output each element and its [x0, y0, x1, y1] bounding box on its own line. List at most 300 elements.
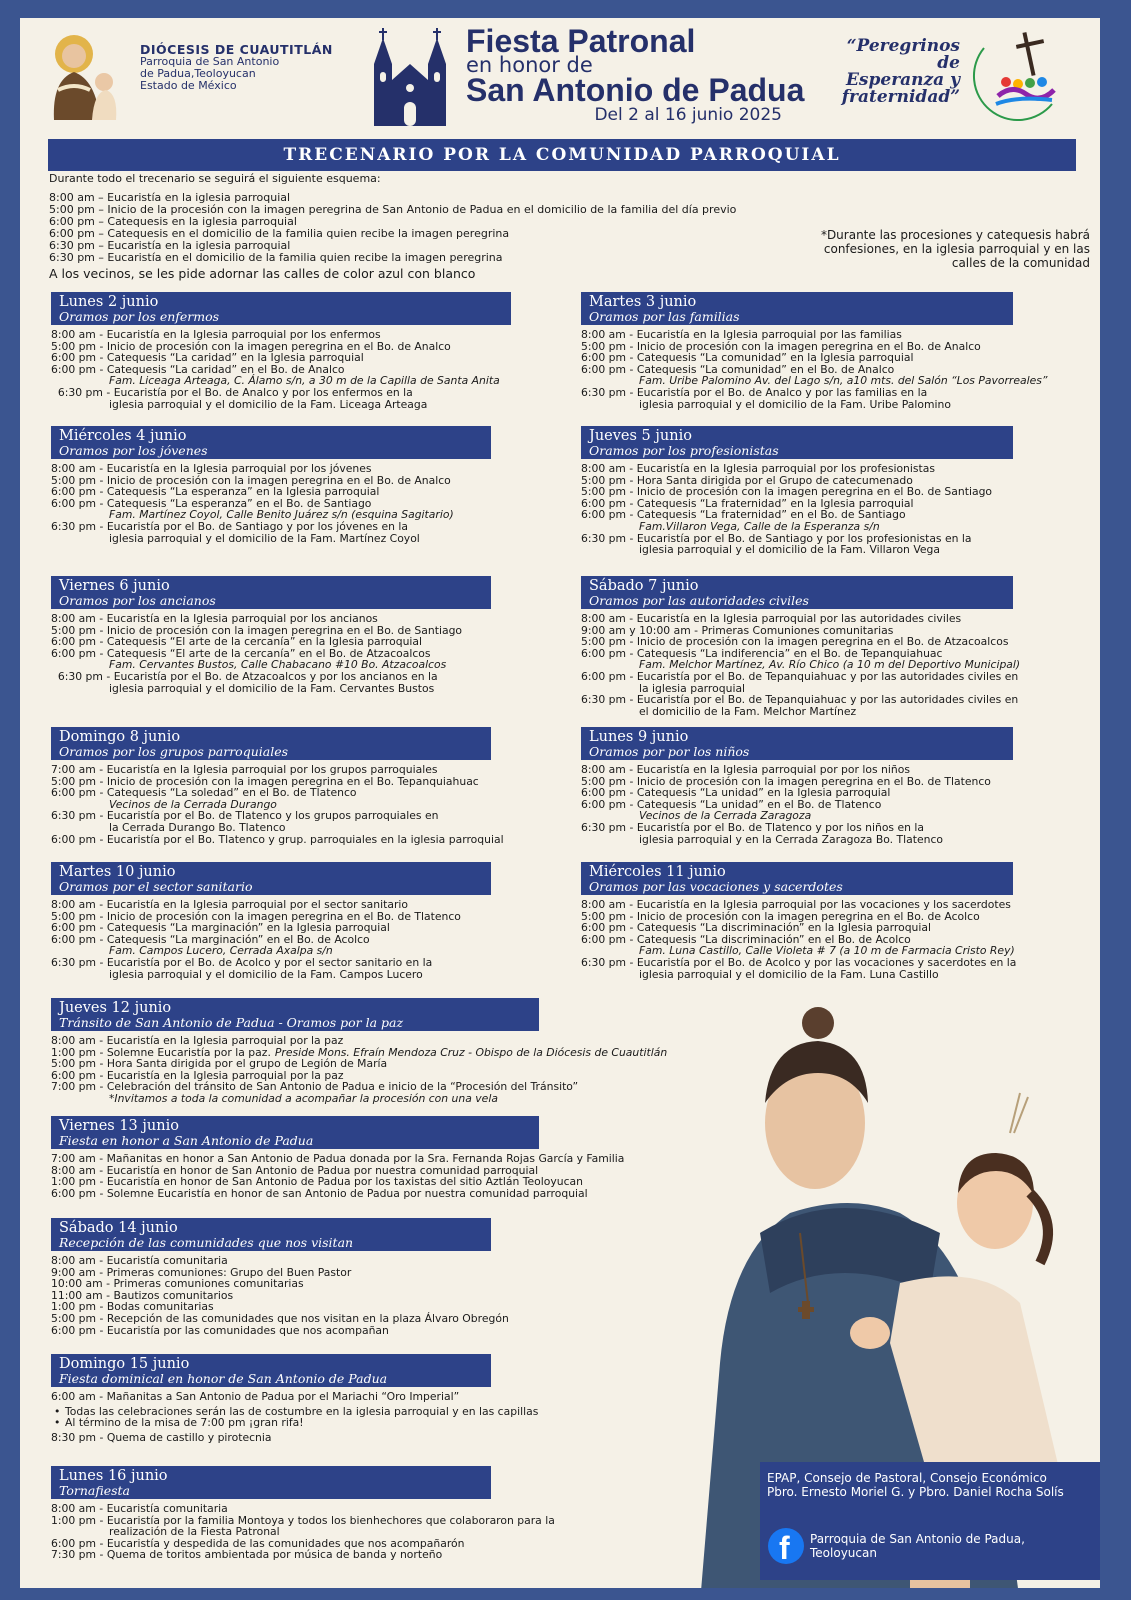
- schedule-text: Inicio de procesión con la imagen peregrina en el Bo. de Analco: [636, 339, 981, 353]
- schedule-item: 5:00 pm - Inicio de procesión con la imagen peregrina en el Bo. de Analco: [51, 339, 451, 353]
- schedule-time: 6:00 pm: [51, 646, 97, 660]
- schedule-time: 1:00 pm: [51, 1300, 97, 1314]
- note-line: calles de la comunidad: [951, 256, 1090, 270]
- day-date: Domingo 15 junio: [59, 1356, 190, 1372]
- schedule-text: Eucaristía por el Bo. de Atzacoalcos y por los ancianos en la: [113, 669, 438, 683]
- schedule-item: 6:30 pm - Eucaristía por el Bo. de Santiago y por los jóvenes en la: [51, 519, 408, 533]
- schedule-item: 7:00 am - Mañanitas en honor a San Antonio de Padua donada por la Sra. Fernanda Rojas García y Familia: [51, 1152, 625, 1165]
- day-date: Miércoles 11 junio: [589, 864, 726, 880]
- day-schedule: [581, 613, 1020, 717]
- schedule-item: 5:00 pm - Inicio de procesión con la imagen peregrina en el Bo. de Tlatenco: [581, 774, 991, 788]
- day-date: Viernes 6 junio: [59, 578, 170, 594]
- intro-item: 6:30 pm – Eucaristía en la iglesia parroquial: [49, 239, 291, 252]
- schedule-item: 6:00 am - Mañanitas a San Antonio de Padua por el Mariachi “Oro Imperial”: [51, 1390, 460, 1403]
- schedule-time: 6:00 pm: [51, 351, 97, 365]
- day-schedule: [51, 1503, 555, 1561]
- presider-text: Preside Mons. Efraín Mendoza Cruz - Obispo de la Diócesis de Cuautitlán: [274, 1045, 668, 1059]
- day-schedule: [51, 1153, 624, 1199]
- day-intention: Tornafiesta: [59, 1483, 130, 1498]
- schedule-time: 8:00 am: [581, 612, 626, 625]
- schedule-text: Eucaristía en la Iglesia parroquial por los enfermos: [106, 328, 381, 341]
- day-date: Lunes 9 junio: [589, 729, 689, 745]
- day-header: [581, 727, 1013, 760]
- header: [20, 18, 1100, 138]
- schedule-text: Inicio de procesión con la imagen peregrina en el Bo. Tepanquiahuac: [106, 774, 479, 788]
- schedule-item: 6:00 pm - Catequesis “La marginación” en la Iglesia parroquial: [51, 921, 390, 935]
- schedule-item: 8:00 am - Eucaristía en la Iglesia parroquial por los jóvenes: [51, 462, 372, 475]
- schedule-text: Catequesis “La fraternidad” en el Bo. de Santiago: [636, 508, 906, 522]
- schedule-item: 5:00 pm - Inicio de procesión con la imagen peregrina en el Bo. de Acolco: [581, 909, 980, 923]
- day-intention: Oramos por los enfermos: [59, 309, 220, 324]
- day-section: [581, 292, 1047, 410]
- schedule-text: Mañanitas a San Antonio de Padua por el Mariachi “Oro Imperial”: [106, 1390, 460, 1403]
- host-family-line: Fam.Villaron Vega, Calle de la Esperanza s/n: [639, 519, 880, 533]
- schedule-time: 9:00 am y 10:00 am: [581, 623, 691, 637]
- schedule-time: 6:00 pm: [581, 797, 627, 811]
- schedule-text: Eucaristía en la Iglesia parroquial por los jóvenes: [106, 462, 372, 475]
- schedule-item: 6:00 pm - Catequesis “La marginación” en el Bo. de Acolco: [51, 932, 370, 946]
- schedule-item: 5:00 pm - Inicio de procesión con la imagen peregrina en el Bo. de Analco: [51, 473, 451, 487]
- schedule-item: 8:00 am - Eucaristía en la Iglesia parroquial por los enfermos: [51, 328, 381, 341]
- facebook-line: Parroquia de San Antonio de Padua,: [810, 1532, 1025, 1546]
- schedule-item: 1:00 pm - Solemne Eucaristía por la paz. Preside Mons. Efraín Mendoza Cruz - Obispo de la Diócesis de Cuautitlán: [51, 1045, 668, 1059]
- schedule-time: 6:30 pm: [51, 385, 103, 399]
- day-section: [51, 576, 491, 694]
- host-family-line: Fam. Campos Lucero, Cerrada Axalpa s/n: [109, 944, 333, 958]
- schedule-continuation: el domicilio de la Fam. Melchor Martínez: [639, 704, 857, 718]
- day-section: [51, 998, 667, 1105]
- motto-line: Esperanza y: [845, 70, 960, 90]
- schedule-item: 9:00 am y 10:00 am - Primeras Comuniones comunitarias: [581, 623, 894, 637]
- schedule-time: 7:00 am: [51, 763, 96, 776]
- schedule-item: 6:30 pm - Eucaristía por el Bo. de Analco y por los enfermos en la: [51, 385, 413, 399]
- schedule-time: 5:00 pm: [581, 774, 627, 788]
- diocese-name: DIÓCESIS DE CUAUTITLÁN: [140, 42, 333, 57]
- schedule-item: 10:00 am - Primeras comuniones comunitarias: [51, 1277, 304, 1291]
- note-line: confesiones, en la iglesia parroquial y en las: [823, 242, 1090, 256]
- schedule-time: 7:00 pm: [51, 1080, 97, 1094]
- schedule-time: 8:30 pm: [51, 1430, 97, 1444]
- day-schedule: [581, 764, 1013, 845]
- schedule-item: 8:00 am - Eucaristía en la Iglesia parroquial por las familias: [581, 328, 902, 341]
- schedule-item: 6:00 pm - Catequesis “La unidad” en el Bo. de Tlatenco: [581, 797, 882, 811]
- schedule-time: 8:00 am: [581, 898, 626, 911]
- schedule-continuation: iglesia parroquial y el domicilio de la Fam. Luna Castillo: [639, 967, 939, 981]
- schedule-item: 6:00 pm - Catequesis “El arte de la cercanía” en la Iglesia parroquial: [51, 635, 423, 649]
- day-date: Jueves 5 junio: [589, 428, 692, 444]
- schedule-item: 6:00 pm - Catequesis “La fraternidad” en la Iglesia parroquial: [581, 496, 914, 510]
- day-intention: Oramos por los jóvenes: [59, 443, 208, 458]
- schedule-text: Celebración del tránsito de San Antonio de Padua e inicio de la “Procesión del Tránsito”: [106, 1080, 579, 1094]
- schedule-text: Inicio de procesión con la imagen peregrina en el Bo. de Santiago: [636, 485, 993, 499]
- host-family-line: Vecinos de la Cerrada Durango: [109, 797, 277, 811]
- day-intention: Oramos por por los niños: [589, 744, 750, 759]
- schedule-continuation: iglesia parroquial y en la Cerrada Zaragoza Bo. Tlatenco: [639, 832, 944, 846]
- schedule-text: Catequesis “La fraternidad” en la Iglesia parroquial: [636, 496, 914, 510]
- schedule-item: 7:00 pm - Celebración del tránsito de San Antonio de Padua e inicio de la “Procesión del Tránsito”: [51, 1080, 579, 1094]
- schedule-text: Eucaristía comunitaria: [106, 1254, 228, 1267]
- day-schedule: [581, 329, 1047, 410]
- schedule-item: 5:00 pm - Hora Santa dirigida por el Grupo de catecumenado: [581, 473, 913, 487]
- schedule-text: Catequesis “El arte de la cercanía” en el Bo. de Atzacoalcos: [106, 646, 431, 660]
- day-intention: Oramos por los grupos parroquiales: [59, 744, 289, 759]
- schedule-text: Eucaristía y despedida de las comunidades que nos acompañarón: [106, 1536, 465, 1550]
- schedule-text: Eucaristía por el Bo. de Tepanquiahuac y por las autoridades civiles en: [636, 669, 1019, 683]
- schedule-time: 7:30 pm: [51, 1548, 97, 1562]
- jubilee-2025-logo: [966, 26, 1066, 126]
- schedule-time: 6:30 pm: [51, 519, 97, 533]
- schedule-time: 8:00 am: [581, 328, 626, 341]
- day-schedule: [51, 1255, 509, 1336]
- motto-line: fraternidad”: [841, 87, 960, 107]
- schedule-item: 6:30 pm - Eucaristía por el Bo. de Analco y por las familias en la: [581, 385, 928, 399]
- schedule-text: Eucaristía en la Iglesia parroquial por por los niños: [636, 763, 910, 776]
- schedule-time: 6:00 pm: [51, 1186, 97, 1200]
- day-intention: Fiesta en honor a San Antonio de Padua: [59, 1133, 314, 1148]
- schedule-text: Quema de toritos ambientada por música de banda y norteño: [106, 1548, 443, 1562]
- schedule-item: 6:00 pm - Catequesis “La unidad” en la Iglesia parroquial: [581, 786, 891, 800]
- schedule-text: Inicio de procesión con la imagen peregrina en el Bo. de Atzacoalcos: [636, 635, 1009, 649]
- schedule-item: 5:00 pm - Inicio de procesión con la imagen peregrina en el Bo. de Analco: [581, 339, 981, 353]
- day-schedule: [51, 1035, 667, 1105]
- schedule-item: 7:00 am - Eucaristía en la Iglesia parroquial por los grupos parroquiales: [51, 763, 438, 776]
- schedule-time: 6:30 pm: [581, 385, 627, 399]
- schedule-text: Eucaristía en la Iglesia parroquial por las familias: [636, 328, 902, 341]
- event-dates: Del 2 al 16 junio 2025: [594, 105, 782, 125]
- schedule-time: 6:30 pm: [51, 669, 103, 683]
- schedule-time: 5:00 pm: [51, 1311, 97, 1325]
- schedule-time: 8:00 am: [581, 763, 626, 776]
- day-schedule: [51, 764, 504, 845]
- schedule-time: 8:00 am: [51, 1163, 96, 1177]
- schedule-text: Eucaristía por la familia Montoya y todos los bienhechores que colaboraron para la: [106, 1513, 555, 1527]
- facebook-page-name[interactable]: [810, 1532, 1025, 1560]
- schedule-item: 8:00 am - Eucaristía en la Iglesia parroquial por las vocaciones y los sacerdotes: [581, 898, 1011, 911]
- title-line-3: San Antonio de Padua: [466, 72, 805, 108]
- day-section: [51, 292, 511, 410]
- schedule-item: 6:00 pm - Catequesis “El arte de la cercanía” en el Bo. de Atzacoalcos: [51, 646, 431, 660]
- schedule-time: 6:00 pm: [581, 646, 627, 660]
- schedule-item: 6:00 pm - Catequesis “La comunidad” en la Iglesia parroquial: [581, 351, 914, 365]
- schedule-time: 5:00 pm: [581, 485, 627, 499]
- day-date: Lunes 16 junio: [59, 1468, 168, 1484]
- schedule-text: Eucaristía comunitaria: [106, 1502, 228, 1515]
- bullet-list: [51, 1406, 538, 1429]
- schedule-item: 8:00 am - Eucaristía en la Iglesia parroquial por la paz: [51, 1034, 344, 1047]
- schedule-text: Primeras comuniones comunitarias: [113, 1277, 304, 1291]
- schedule-item: 6:00 pm - Catequesis “La indiferencia” en el Bo. de Tepanquiahuac: [581, 646, 943, 660]
- schedule-item: 6:30 pm - Eucaristía por el Bo. de Atzacoalcos y por los ancianos en la: [51, 669, 438, 683]
- schedule-item: 11:00 am - Bautizos comunitarios: [51, 1288, 234, 1302]
- schedule-item: 6:00 pm - Catequesis “La caridad” en la Iglesia parroquial: [51, 351, 364, 365]
- schedule-time: 8:00 am: [51, 1034, 96, 1047]
- day-date: Viernes 13 junio: [59, 1118, 179, 1134]
- day-header: [51, 727, 491, 760]
- host-family-line: Fam. Liceaga Arteaga, C. Álamo s/n, a 30 m de la Capilla de Santa Anita: [109, 374, 500, 388]
- diocese-block: [140, 44, 333, 92]
- schedule-item: 7:30 pm - Quema de toritos ambientada por música de banda y norteño: [51, 1548, 443, 1562]
- parish-line: de Padua,Teoloyucan: [140, 67, 256, 80]
- schedule-time: 11:00 am: [51, 1288, 103, 1302]
- schedule-text: Catequesis “La soledad” en el Bo. de Tlatenco: [106, 786, 357, 800]
- schedule-time: 5:00 pm: [581, 339, 627, 353]
- schedule-text: Eucaristía en la Iglesia parroquial por la paz: [106, 1034, 344, 1047]
- schedule-item: 6:30 pm - Eucaristía por el Bo. de Tlatenco y los grupos parroquiales en: [51, 809, 439, 823]
- day-intention: Oramos por las vocaciones y sacerdotes: [589, 879, 843, 894]
- host-family-line: Vecinos de la Cerrada Zaragoza: [639, 809, 812, 823]
- schedule-time: 6:00 pm: [581, 669, 627, 683]
- day-schedule: [51, 463, 491, 544]
- schedule-item: 5:00 pm - Inicio de procesión con la imagen peregrina en el Bo. de Santiago: [581, 485, 993, 499]
- schedule-text: Eucaristía en honor de San Antonio de Padua por nuestra comunidad parroquial: [106, 1163, 539, 1177]
- schedule-item: 6:00 pm - Catequesis “La esperanza” en la Iglesia parroquial: [51, 485, 380, 499]
- day-header: [51, 426, 491, 459]
- day-section: [581, 862, 1016, 980]
- schedule-time: 6:00 pm: [51, 362, 97, 376]
- schedule-text: Catequesis “La comunidad” en el Bo. de Analco: [636, 362, 895, 376]
- schedule-item: 6:30 pm - Eucaristía por el Bo. de Acolco y por las vocaciones y sacerdotes en la: [581, 955, 1017, 969]
- decoration-request: A los vecinos, se les pide adornar las calles de color azul con blanco: [49, 266, 476, 281]
- schedule-item: 6:00 pm - Catequesis “La esperanza” en el Bo. de Santiago: [51, 496, 372, 510]
- schedule-time: 6:30 pm: [581, 531, 627, 545]
- schedule-text: Eucaristía por el Bo. de Analco y por las familias en la: [636, 385, 928, 399]
- schedule-time: 8:00 am: [51, 1502, 96, 1515]
- day-section: [51, 862, 491, 980]
- schedule-text: Bodas comunitarias: [106, 1300, 214, 1314]
- day-header: [51, 1218, 491, 1251]
- schedule-item: 6:30 pm - Eucaristía por el Bo. de Tepanquiahuac y por las autoridades civiles en: [581, 693, 1019, 707]
- schedule-text: Inicio de procesión con la imagen peregrina en el Bo. de Analco: [106, 339, 451, 353]
- day-header: [581, 426, 1013, 459]
- note-line: *Durante las procesiones y catequesis habrá: [820, 228, 1090, 242]
- schedule-continuation: la iglesia parroquial: [639, 681, 746, 695]
- schedule-text: Eucaristía por el Bo. de Tepanquiahuac y por las autoridades civiles en: [636, 693, 1019, 707]
- schedule-text: Catequesis “La unidad” en el Bo. de Tlatenco: [636, 797, 882, 811]
- schedule-text: Eucaristía por el Bo. de Analco y por los enfermos en la: [113, 385, 413, 399]
- intro-item: 8:00 am – Eucaristía en la iglesia parroquial: [49, 191, 291, 204]
- day-header: [51, 998, 539, 1031]
- day-section: [51, 1354, 538, 1443]
- schedule-time: 6:30 pm: [51, 955, 97, 969]
- schedule-time: 6:30 pm: [581, 820, 627, 834]
- schedule-item: 8:00 am - Eucaristía en la Iglesia parroquial por los ancianos: [51, 612, 378, 625]
- saint-anthony-logo: [44, 30, 122, 120]
- title-line-1: Fiesta Patronal: [466, 23, 696, 59]
- schedule-time: 5:00 pm: [51, 339, 97, 353]
- facebook-line: Teoloyucan: [810, 1546, 877, 1560]
- schedule-text: Eucaristía en la Iglesia parroquial por las vocaciones y los sacerdotes: [636, 898, 1011, 911]
- schedule-time: 6:00 pm: [51, 932, 97, 946]
- schedule-item: 6:00 pm - Solemne Eucaristía en honor de san Antonio de Padua por nuestra comunidad parroquial: [51, 1186, 588, 1200]
- day-intention: Tránsito de San Antonio de Padua - Oramos por la paz: [59, 1015, 404, 1030]
- day-header: [51, 862, 491, 895]
- schedule-time: 8:00 am: [51, 462, 96, 475]
- day-header: [51, 1116, 539, 1149]
- bullet-item: • Al término de la misa de 7:00 pm ¡gran rifa!: [65, 1417, 538, 1429]
- schedule-text: Eucaristía por el Bo. de Santiago y por los profesionistas en la: [636, 531, 972, 545]
- day-header: [51, 1466, 491, 1499]
- day-intention: Fiesta dominical en honor de San Antonio de Padua: [59, 1371, 388, 1386]
- schedule-continuation: iglesia parroquial y el domicilio de la Fam. Liceaga Arteaga: [109, 397, 428, 411]
- host-family-line: Fam. Cervantes Bustos, Calle Chabacano #10 Bo. Atzacoalcos: [109, 658, 447, 672]
- schedule-item: 8:30 pm - Quema de castillo y pirotecnia: [51, 1430, 272, 1444]
- day-date: Sábado 14 junio: [59, 1220, 178, 1236]
- schedule-time: 6:00 pm: [581, 508, 627, 522]
- schedule-text: Inicio de procesión con la imagen peregrina en el Bo. de Tlatenco: [636, 774, 991, 788]
- schedule-time: 1:00 pm: [51, 1045, 97, 1059]
- schedule-text: Eucaristía en la Iglesia parroquial por los grupos parroquiales: [106, 763, 438, 776]
- schedule-time: 5:00 pm: [51, 473, 97, 487]
- schedule-continuation: iglesia parroquial y el domicilio de la Fam. Villaron Vega: [639, 543, 940, 557]
- schedule-time: 6:00 pm: [51, 496, 97, 510]
- schedule-item: 1:00 pm - Eucaristía en honor de San Antonio de Padua por los taxistas del sitio Aztlán Teoloyucan: [51, 1175, 584, 1189]
- schedule-text: Catequesis “El arte de la cercanía” en la Iglesia parroquial: [106, 635, 423, 649]
- schedule-text: Hora Santa dirigida por el grupo de Legión de María: [106, 1057, 388, 1071]
- day-header: [51, 576, 491, 609]
- schedule-text: Catequesis “La marginación” en la Iglesia parroquial: [106, 921, 390, 935]
- schedule-item: 8:00 am - Eucaristía comunitaria: [51, 1254, 228, 1267]
- schedule-text: Catequesis “La esperanza” en la Iglesia parroquial: [106, 485, 380, 499]
- day-intention: Oramos por los profesionistas: [589, 443, 779, 458]
- day-intention: Oramos por el sector sanitario: [59, 879, 253, 894]
- day-date: Martes 10 junio: [59, 864, 176, 880]
- schedule-text: Hora Santa dirigida por el Grupo de catecumenado: [636, 473, 913, 487]
- schedule-continuation: iglesia parroquial y el domicilio de la Fam. Martínez Coyol: [109, 531, 420, 545]
- schedule-time: 5:00 pm: [51, 909, 97, 923]
- schedule-text: Catequesis “La esperanza” en el Bo. de Santiago: [106, 496, 372, 510]
- schedule-time: 6:30 pm: [51, 809, 97, 823]
- schedule-text: Eucaristía por el Bo. de Santiago y por los jóvenes en la: [106, 519, 408, 533]
- title-line-2: en honor de: [466, 53, 593, 77]
- schedule-text: Eucaristía en la Iglesia parroquial por los ancianos: [106, 612, 378, 625]
- day-section: [581, 426, 1013, 556]
- schedule-text: Eucaristía en honor de San Antonio de Padua por los taxistas del sitio Aztlán Teoloyucan: [106, 1175, 584, 1189]
- motto-line: “Peregrinos de: [846, 36, 960, 73]
- schedule-text: Eucaristía por el Bo. de Tlatenco y por los niños en la: [636, 820, 925, 834]
- intro-schedule: [49, 173, 736, 282]
- schedule-item: 6:00 pm - Catequesis “La discriminación” en la Iglesia parroquial: [581, 921, 932, 935]
- trecenario-banner: TRECENARIO POR LA COMUNIDAD PARROQUIAL: [48, 139, 1076, 171]
- day-schedule: [51, 613, 491, 694]
- day-intention: Oramos por los ancianos: [59, 593, 216, 608]
- bullet-item: • Todas las celebraciones serán las de costumbre en la iglesia parroquial y en las capillas: [65, 1406, 538, 1418]
- schedule-text: Solemne Eucaristía en honor de san Antonio de Padua por nuestra comunidad parroquial: [106, 1186, 588, 1200]
- schedule-item: 8:00 am - Eucaristía en honor de San Antonio de Padua por nuestra comunidad parroquial: [51, 1163, 539, 1177]
- poster: [20, 18, 1100, 1588]
- facebook-icon[interactable]: f: [768, 1528, 804, 1564]
- schedule-time: 9:00 am: [51, 1265, 96, 1279]
- schedule-time: 8:00 am: [581, 462, 626, 475]
- day-header: [581, 292, 1013, 325]
- schedule-text: Primeras comuniones: Grupo del Buen Pastor: [106, 1265, 352, 1279]
- day-section: [581, 727, 1013, 845]
- host-family-line: Fam. Melchor Martínez, Av. Río Chico (a 10 m del Deportivo Municipal): [639, 658, 1021, 672]
- schedule-time: 5:00 pm: [581, 635, 627, 649]
- day-section: [51, 1218, 509, 1336]
- schedule-item: 6:00 pm - Eucaristía por el Bo. Tlatenco y grup. parroquiales en la iglesia parroquial: [51, 832, 504, 846]
- schedule-item: 8:00 am - Eucaristía en la Iglesia parroquial por los profesionistas: [581, 462, 936, 475]
- schedule-time: 6:00 pm: [581, 932, 627, 946]
- credits-box: [760, 1462, 1100, 1580]
- schedule-continuation: la Cerrada Durango Bo. Tlatenco: [109, 820, 286, 834]
- day-date: Lunes 2 junio: [59, 294, 159, 310]
- schedule-time: 8:00 am: [51, 1254, 96, 1267]
- schedule-time: 5:00 pm: [581, 909, 627, 923]
- schedule-time: 6:00 pm: [51, 635, 97, 649]
- schedule-text: Eucaristía en la Iglesia parroquial por las autoridades civiles: [636, 612, 962, 625]
- schedule-text: Catequesis “La marginación” en el Bo. de Acolco: [106, 932, 370, 946]
- day-header: [51, 292, 511, 325]
- schedule-text: Mañanitas en honor a San Antonio de Padua donada por la Sra. Fernanda Rojas García y Familia: [106, 1152, 625, 1165]
- schedule-time: 6:00 pm: [51, 786, 97, 800]
- schedule-item: 6:00 pm - Eucaristía en la Iglesia parroquial por la paz: [51, 1068, 344, 1082]
- schedule-item: 6:00 pm - Eucaristía y despedida de las comunidades que nos acompañarón: [51, 1536, 465, 1550]
- schedule-item: 6:00 pm - Catequesis “La soledad” en el Bo. de Tlatenco: [51, 786, 357, 800]
- day-schedule: [581, 899, 1016, 980]
- schedule-text: Eucaristía por el Bo. de Acolco y por las vocaciones y sacerdotes en la: [636, 955, 1017, 969]
- schedule-text: Catequesis “La discriminación” en la Iglesia parroquial: [636, 921, 932, 935]
- host-family-line: Fam. Uribe Palomino Av. del Lago s/n, a10 mts. del Salón “Los Pavorreales”: [639, 374, 1048, 388]
- schedule-time: 5:00 pm: [581, 473, 627, 487]
- schedule-text: Eucaristía por el Bo. de Tlatenco y los grupos parroquiales en: [106, 809, 439, 823]
- schedule-text: Eucaristía en la Iglesia parroquial por los profesionistas: [636, 462, 936, 475]
- schedule-item: 8:00 am - Eucaristía en la Iglesia parroquial por el sector sanitario: [51, 898, 409, 911]
- schedule-time: 6:00 am: [51, 1390, 96, 1403]
- schedule-time: 6:30 pm: [581, 693, 627, 707]
- schedule-text: Catequesis “La unidad” en la Iglesia parroquial: [636, 786, 891, 800]
- schedule-item: 5:00 pm - Hora Santa dirigida por el grupo de Legión de María: [51, 1057, 388, 1071]
- schedule-item: 8:00 am - Eucaristía en la Iglesia parroquial por por los niños: [581, 763, 910, 776]
- schedule-text: Inicio de procesión con la imagen peregrina en el Bo. de Acolco: [636, 909, 980, 923]
- day-intention: Recepción de las comunidades que nos visitan: [59, 1235, 354, 1250]
- schedule-time: 6:00 pm: [51, 921, 97, 935]
- day-date: Martes 3 junio: [589, 294, 697, 310]
- day-schedule: [581, 463, 1013, 556]
- schedule-time: 8:00 am: [51, 612, 96, 625]
- day-section: [51, 426, 491, 544]
- schedule-item: 6:00 pm - Catequesis “La discriminación” en el Bo. de Acolco: [581, 932, 911, 946]
- schedule-text: Eucaristía por el Bo. de Acolco y por el sector sanitario en la: [106, 955, 433, 969]
- schedule-time: 6:00 pm: [581, 351, 627, 365]
- parish-line: Parroquia de San Antonio: [140, 55, 280, 68]
- schedule-text: Catequesis “La indiferencia” en el Bo. de Tepanquiahuac: [636, 646, 943, 660]
- schedule-item: 8:00 am - Eucaristía comunitaria: [51, 1502, 228, 1515]
- schedule-item: 6:30 pm - Eucaristía por el Bo. de Acolco y por el sector sanitario en la: [51, 955, 433, 969]
- schedule-continuation: realización de la Fiesta Patronal: [109, 1525, 280, 1539]
- day-intention: Oramos por las familias: [589, 309, 740, 324]
- credits-text: [767, 1471, 1064, 1499]
- schedule-text: Catequesis “La discriminación” en el Bo. de Acolco: [636, 932, 911, 946]
- schedule-item: 8:00 am - Eucaristía en la Iglesia parroquial por las autoridades civiles: [581, 612, 962, 625]
- schedule-text: Eucaristía en la Iglesia parroquial por la paz: [106, 1068, 344, 1082]
- schedule-time: 1:00 pm: [51, 1513, 97, 1527]
- schedule-text: Solemne Eucaristía por la paz.: [106, 1045, 271, 1059]
- day-section: [51, 1116, 624, 1199]
- day-date: Miércoles 4 junio: [59, 428, 187, 444]
- parish-line: Estado de México: [140, 79, 237, 92]
- schedule-text: Recepción de las comunidades que nos visitan en la plaza Álvaro Obregón: [106, 1311, 509, 1325]
- schedule-item: 1:00 pm - Eucaristía por la familia Montoya y todos los bienhechores que colaboraron para la: [51, 1513, 555, 1527]
- schedule-text: Catequesis “La comunidad” en la Iglesia parroquial: [636, 351, 914, 365]
- schedule-text: Primeras Comuniones comunitarias: [701, 623, 894, 637]
- host-family-line: Fam. Luna Castillo, Calle Violeta # 7 (a 10 m de Farmacia Cristo Rey): [639, 944, 1015, 958]
- schedule-time: 6:00 pm: [581, 921, 627, 935]
- schedule-time: 5:00 pm: [51, 774, 97, 788]
- day-header: [581, 576, 1013, 609]
- schedule-text: Eucaristía por las comunidades que nos acompañan: [106, 1323, 389, 1337]
- schedule-item: 6:00 pm - Eucaristía por las comunidades que nos acompañan: [51, 1323, 389, 1337]
- schedule-item: 6:00 pm - Catequesis “La fraternidad” en el Bo. de Santiago: [581, 508, 906, 522]
